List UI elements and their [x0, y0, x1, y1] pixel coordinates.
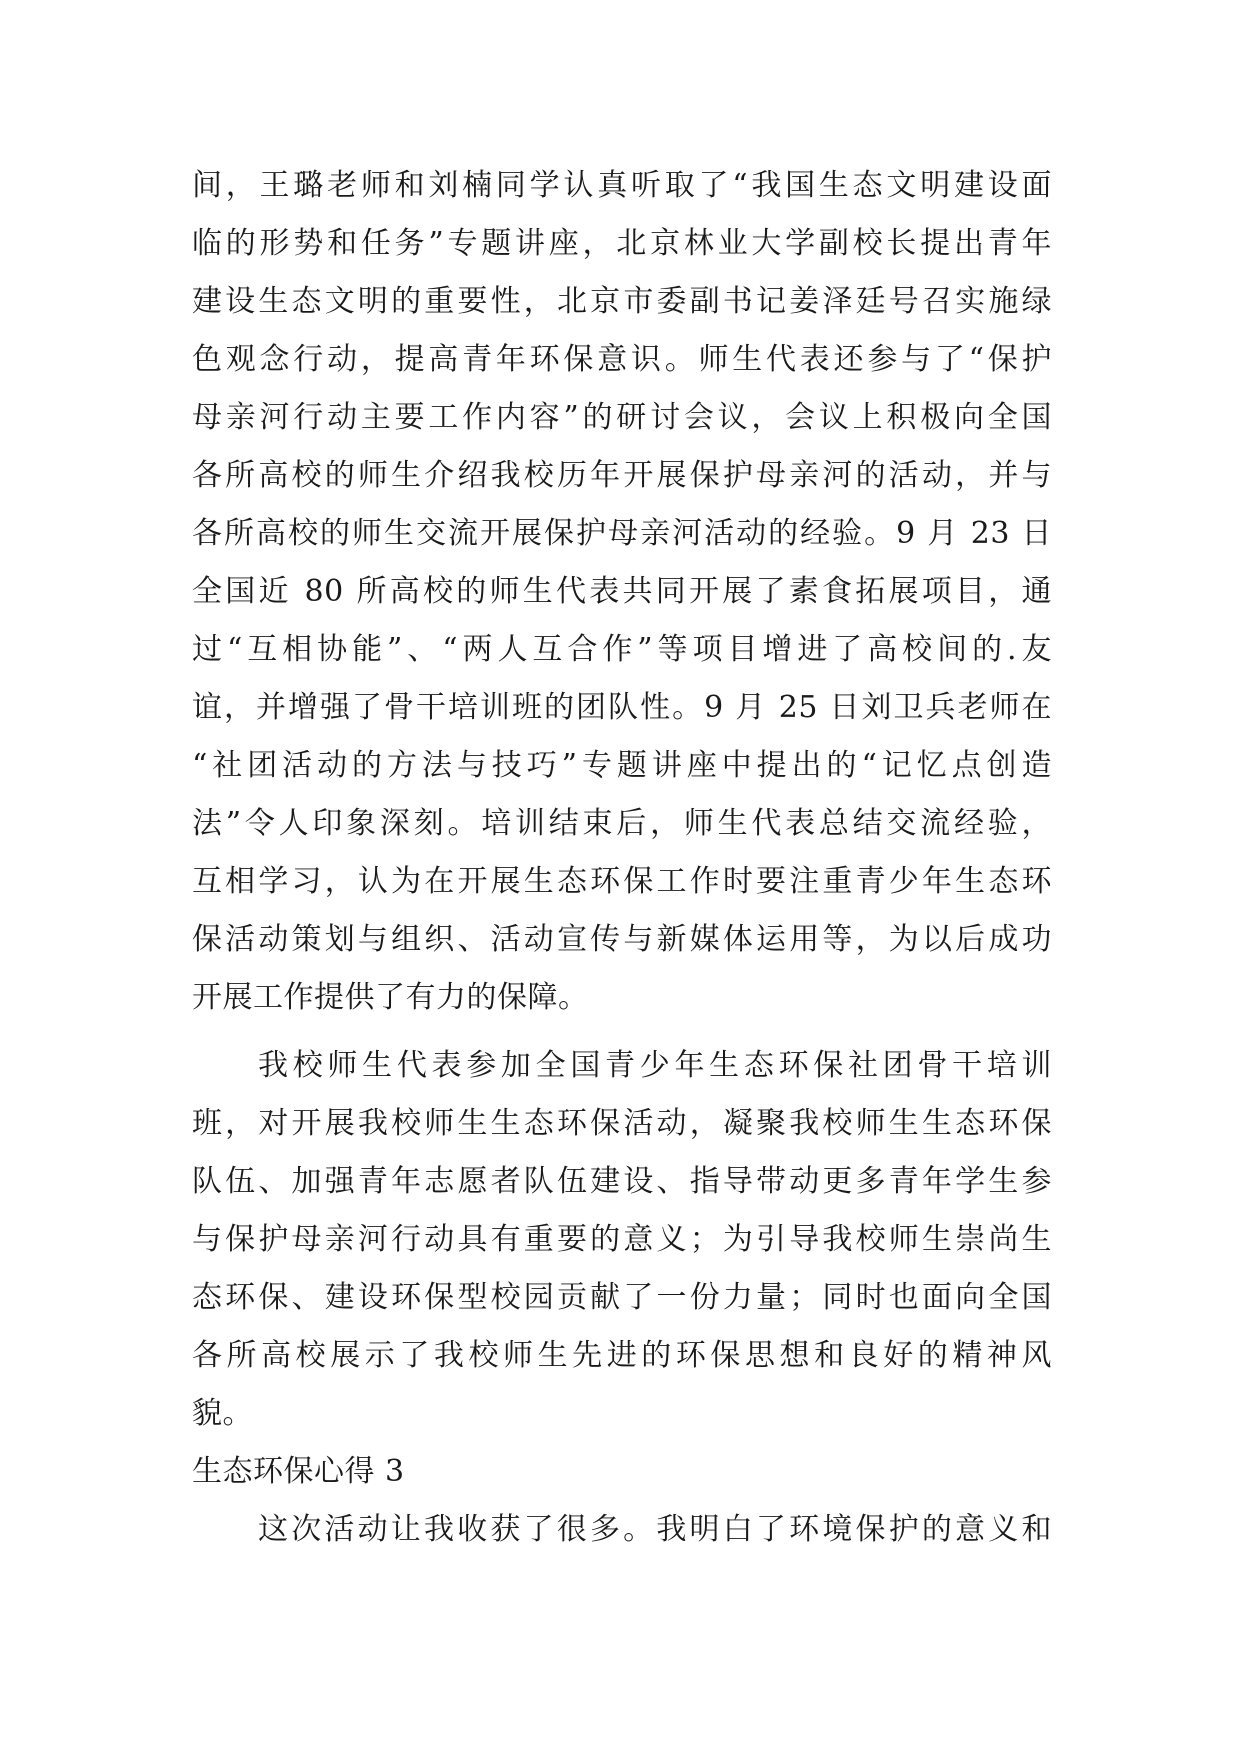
paragraph-line: 间，王璐老师和刘楠同学认真听取了“我国生态文明建设面: [192, 168, 1052, 203]
paragraph-line: 过“互相协能”、“两人互合作”等项目增进了高校间的.友: [192, 632, 1052, 667]
paragraph-line: 开展工作提供了有力的保障。: [192, 980, 589, 1015]
paragraph-line: 这次活动让我收获了很多。我明白了环境保护的意义和: [258, 1512, 1052, 1547]
paragraph-line: 法”令人印象深刻。培训结束后，师生代表总结交流经验，: [192, 806, 1052, 841]
paragraph-line: 各所高校的师生介绍我校历年开展保护母亲河的活动，并与: [192, 458, 1052, 493]
paragraph-line: 班，对开展我校师生生态环保活动，凝聚我校师生生态环保: [192, 1106, 1052, 1141]
paragraph-line: 临的形势和任务”专题讲座，北京林业大学副校长提出青年: [192, 226, 1052, 261]
paragraph-line: 色观念行动，提高青年环保意识。师生代表还参与了“保护: [192, 342, 1052, 377]
paragraph-line: 建设生态文明的重要性，北京市委副书记姜泽廷号召实施绿: [192, 284, 1052, 319]
paragraph-line: 母亲河行动主要工作内容”的研讨会议，会议上积极向全国: [192, 400, 1052, 435]
paragraph-line: 各所高校展示了我校师生先进的环保思想和良好的精神风: [192, 1338, 1052, 1373]
paragraph-line: 我校师生代表参加全国青少年生态环保社团骨干培训: [258, 1048, 1052, 1083]
paragraph-line: “社团活动的方法与技巧”专题讲座中提出的“记忆点创造: [192, 748, 1052, 783]
paragraph-line: 互相学习，认为在开展生态环保工作时要注重青少年生态环: [192, 864, 1052, 899]
paragraph-line: 全国近 80 所高校的师生代表共同开展了素食拓展项目，通: [192, 574, 1052, 609]
section-heading: 生态环保心得 3: [192, 1454, 405, 1489]
paragraph-line: 与保护母亲河行动具有重要的意义；为引导我校师生崇尚生: [192, 1222, 1052, 1257]
paragraph-line: 态环保、建设环保型校园贡献了一份力量；同时也面向全国: [192, 1280, 1052, 1315]
paragraph-line: 各所高校的师生交流开展保护母亲河活动的经验。9 月 23 日: [192, 516, 1052, 551]
paragraph-line: 貌。: [192, 1396, 253, 1431]
paragraph-line: 保活动策划与组织、活动宣传与新媒体运用等，为以后成功: [192, 922, 1052, 957]
paragraph-line: 谊，并增强了骨干培训班的团队性。9 月 25 日刘卫兵老师在: [192, 690, 1052, 725]
paragraph-line: 队伍、加强青年志愿者队伍建设、指导带动更多青年学生参: [192, 1164, 1052, 1199]
